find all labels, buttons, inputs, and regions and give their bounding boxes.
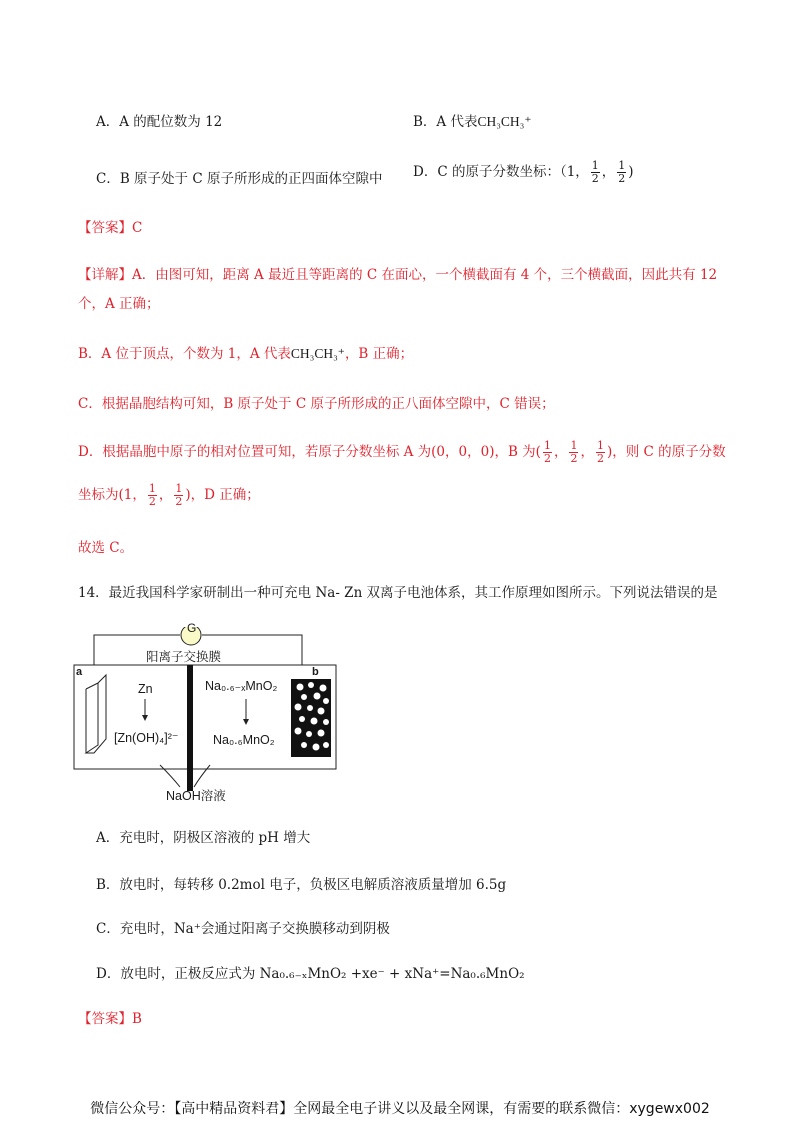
- detail-d-1b: )，则 C 的原子分数: [606, 444, 726, 460]
- electrode-a-label: a: [76, 666, 83, 678]
- q13-option-d-prefix: D．C 的原子分数坐标：（1，: [413, 164, 589, 180]
- q13-detail-d-line1: D．根据晶胞中原子的相对位置可知，若原子分数坐标 A 为(0，0，0)，B 为( $\frac{1}{2}$ ， $\frac{1}{2}$ ， $\frac{1}{2}$ )，则 C 的原子分数: [78, 439, 726, 465]
- detail-d-2b: )，D 正确；: [185, 487, 260, 503]
- frac-den: 2: [175, 495, 183, 508]
- frac-den: 2: [618, 172, 626, 185]
- q13-detail-c: C．根据晶胞结构可知，B 原子处于 C 原子所形成的正八面体空隙中，C 错误；: [78, 396, 555, 412]
- q13-option-b-formula: CH₃CH₃⁺: [477, 114, 532, 129]
- electrode-b-label: b: [312, 666, 319, 678]
- answer-label: 【答案】: [78, 220, 132, 236]
- frac-den: 2: [596, 452, 604, 465]
- frac-den: 2: [148, 495, 156, 508]
- q13-option-d-sep: ，: [601, 164, 616, 180]
- battery-diagram: [72, 621, 342, 803]
- detail-d-2a: 坐标为(1，: [78, 487, 146, 503]
- na-bottom-label: Na₀.₆MnO₂: [213, 733, 275, 747]
- q13-option-d: [413, 160, 634, 185]
- q14-option-a: A．充电时，阴极区溶液的 pH 增大: [96, 830, 311, 846]
- answer-value: C: [132, 220, 143, 236]
- frac-den: 2: [543, 452, 551, 465]
- q13-option-a: A．A 的配位数为 12: [96, 114, 223, 130]
- q14-option-b: B．放电时，每转移 0.2mol 电子，负极区电解质溶液质量增加 6.5g: [96, 877, 507, 893]
- detail-b-prefix: B．A 位于顶点，个数为 1，A 代表: [78, 346, 291, 362]
- frac-num: 1: [591, 159, 599, 172]
- footer-watermark-text: 微信公众号：【高中精品资料君】全网最全电子讲义以及最全网课，有需要的联系微信：xygewx002: [90, 1101, 710, 1117]
- q14-option-d: D．放电时，正极反应式为 Na₀.₆₋ₓMnO₂ +xe⁻ + xNa⁺=Na₀.₆MnO₂: [96, 966, 525, 982]
- q13-detail-d-line2: 坐标为(1， $\frac{1}{2}$ ， $\frac{1}{2}$ )，D 正确；: [78, 482, 260, 508]
- q13-detail-b: [78, 342, 413, 362]
- q14-answer: [78, 1007, 142, 1027]
- detail-label: 【详解】: [78, 267, 132, 283]
- frac-num: 1: [148, 482, 156, 495]
- frac-num: 1: [570, 439, 578, 452]
- answer-value: B: [132, 1011, 142, 1027]
- frac-den: 2: [591, 172, 599, 185]
- q13-option-c: C．B 原子处于 C 原子所形成的正四面体空隙中: [96, 171, 383, 187]
- detail-d-1a: D．根据晶胞中原子的相对位置可知，若原子分数坐标 A 为(0，0，0)，B 为(: [78, 444, 541, 460]
- q13-option-b-prefix: B．A 代表: [413, 114, 478, 130]
- zincate-label: [Zn(OH)₄]²⁻: [114, 731, 179, 745]
- detail-b-formula: CH₃CH₃⁺: [290, 346, 345, 361]
- q13-option-b: [413, 110, 532, 130]
- detail-a-text: A．由图可知，距离 A 最近且等距离的 C 在面心，一个横截面有 4 个，三个横截面，因此共有 12: [132, 267, 718, 283]
- q14-option-c: C．充电时，Na⁺会通过阳离子交换膜移动到阴极: [96, 921, 390, 937]
- answer-label: 【答案】: [78, 1011, 132, 1027]
- q13-conclusion: 故选 C。: [78, 540, 134, 556]
- frac-num: 1: [175, 482, 183, 495]
- detail-b-suffix: ，B 正确；: [344, 346, 414, 362]
- na-top-label: Na₀.₆₋ₓMnO₂: [205, 679, 278, 693]
- frac-num: 1: [596, 439, 604, 452]
- frac-num: 1: [618, 159, 626, 172]
- frac-den: 2: [570, 452, 578, 465]
- q14-stem: 14．最近我国科学家研制出一种可充电 Na- Zn 双离子电池体系，其工作原理如图所示。下列说法错误的是: [78, 585, 718, 601]
- q13-option-d-end: ): [628, 164, 634, 180]
- galvanometer-label: G: [187, 621, 197, 635]
- zn-label: Zn: [138, 682, 153, 696]
- electrolyte-label: NaOH溶液: [166, 789, 226, 803]
- membrane-label: 阳离子交换膜: [146, 649, 222, 664]
- electrode-a: [86, 675, 106, 753]
- q13-detail-a-line1: [78, 263, 717, 283]
- membrane-bar: [187, 665, 193, 791]
- frac-num: 1: [543, 439, 551, 452]
- q13-detail-a-line2: 个，A 正确；: [78, 296, 160, 312]
- q13-answer: [78, 216, 142, 236]
